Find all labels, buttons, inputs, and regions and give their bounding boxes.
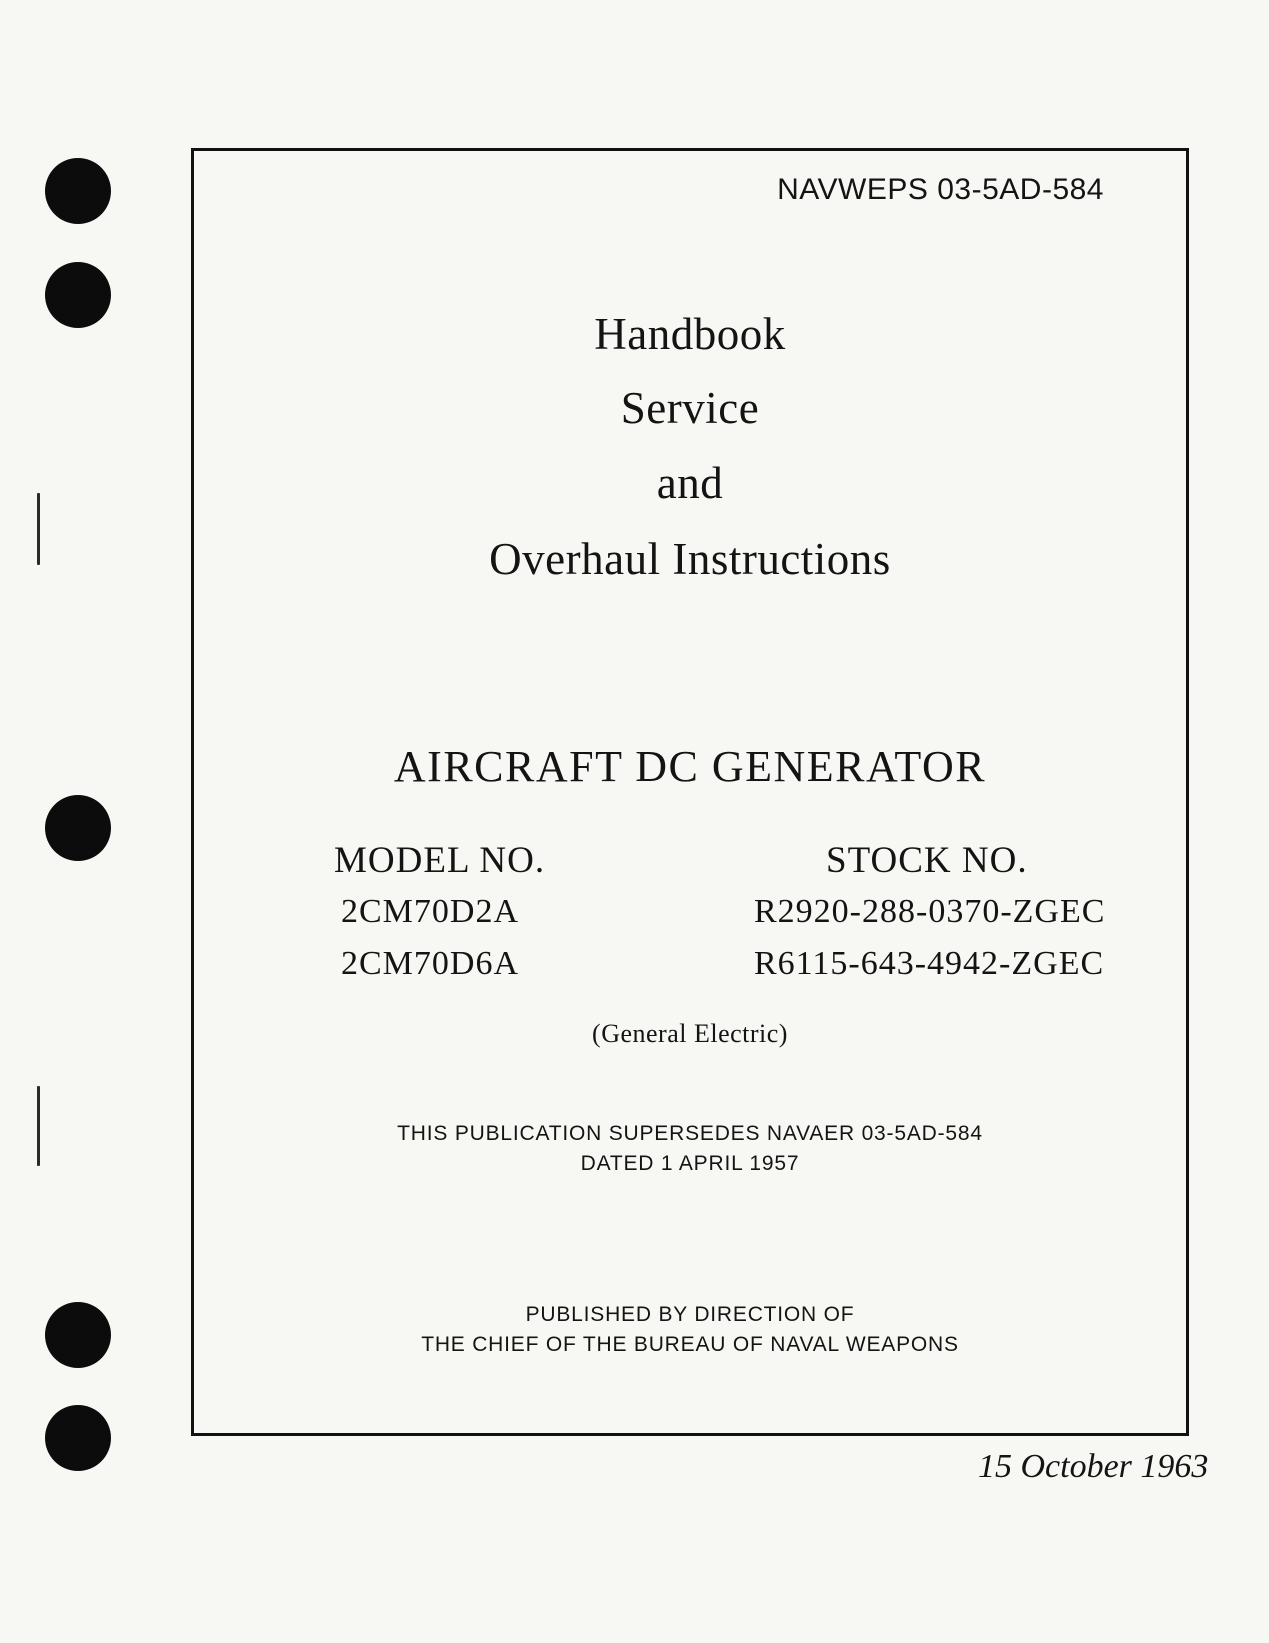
authority-line: THE CHIEF OF THE BUREAU OF NAVAL WEAPONS — [421, 1333, 959, 1356]
scan-mark — [37, 493, 40, 565]
cover-frame — [191, 148, 1189, 1436]
title-line-and: and — [656, 458, 724, 508]
supersedes-line: THIS PUBLICATION SUPERSEDES NAVAER 03-5AD-584 — [397, 1122, 983, 1145]
model-heading: MODEL NO. — [334, 840, 546, 881]
document-number: NAVWEPS 03-5AD-584 — [777, 173, 1104, 206]
title-line-handbook: Handbook — [594, 309, 786, 359]
scan-mark — [37, 1086, 40, 1166]
punch-hole — [45, 1302, 111, 1368]
authority-line: PUBLISHED BY DIRECTION OF — [525, 1303, 855, 1326]
title-line-overhaul: Overhaul Instructions — [489, 534, 891, 584]
punch-hole — [45, 158, 111, 224]
subject-title: AIRCRAFT DC GENERATOR — [393, 742, 987, 791]
punch-hole — [45, 1405, 111, 1471]
punch-hole — [45, 262, 111, 328]
stock-value: R2920-288-0370-ZGEC — [754, 893, 1106, 930]
model-value: 2CM70D2A — [341, 893, 520, 930]
model-value: 2CM70D6A — [341, 945, 520, 982]
title-line-service: Service — [620, 383, 760, 433]
manufacturer: (General Electric) — [592, 1019, 788, 1048]
stock-heading: STOCK NO. — [826, 840, 1028, 881]
publication-date: 15 October 1963 — [978, 1448, 1209, 1485]
stock-value: R6115-643-4942-ZGEC — [754, 945, 1105, 982]
punch-hole — [45, 795, 111, 861]
supersedes-line: DATED 1 APRIL 1957 — [580, 1152, 800, 1175]
